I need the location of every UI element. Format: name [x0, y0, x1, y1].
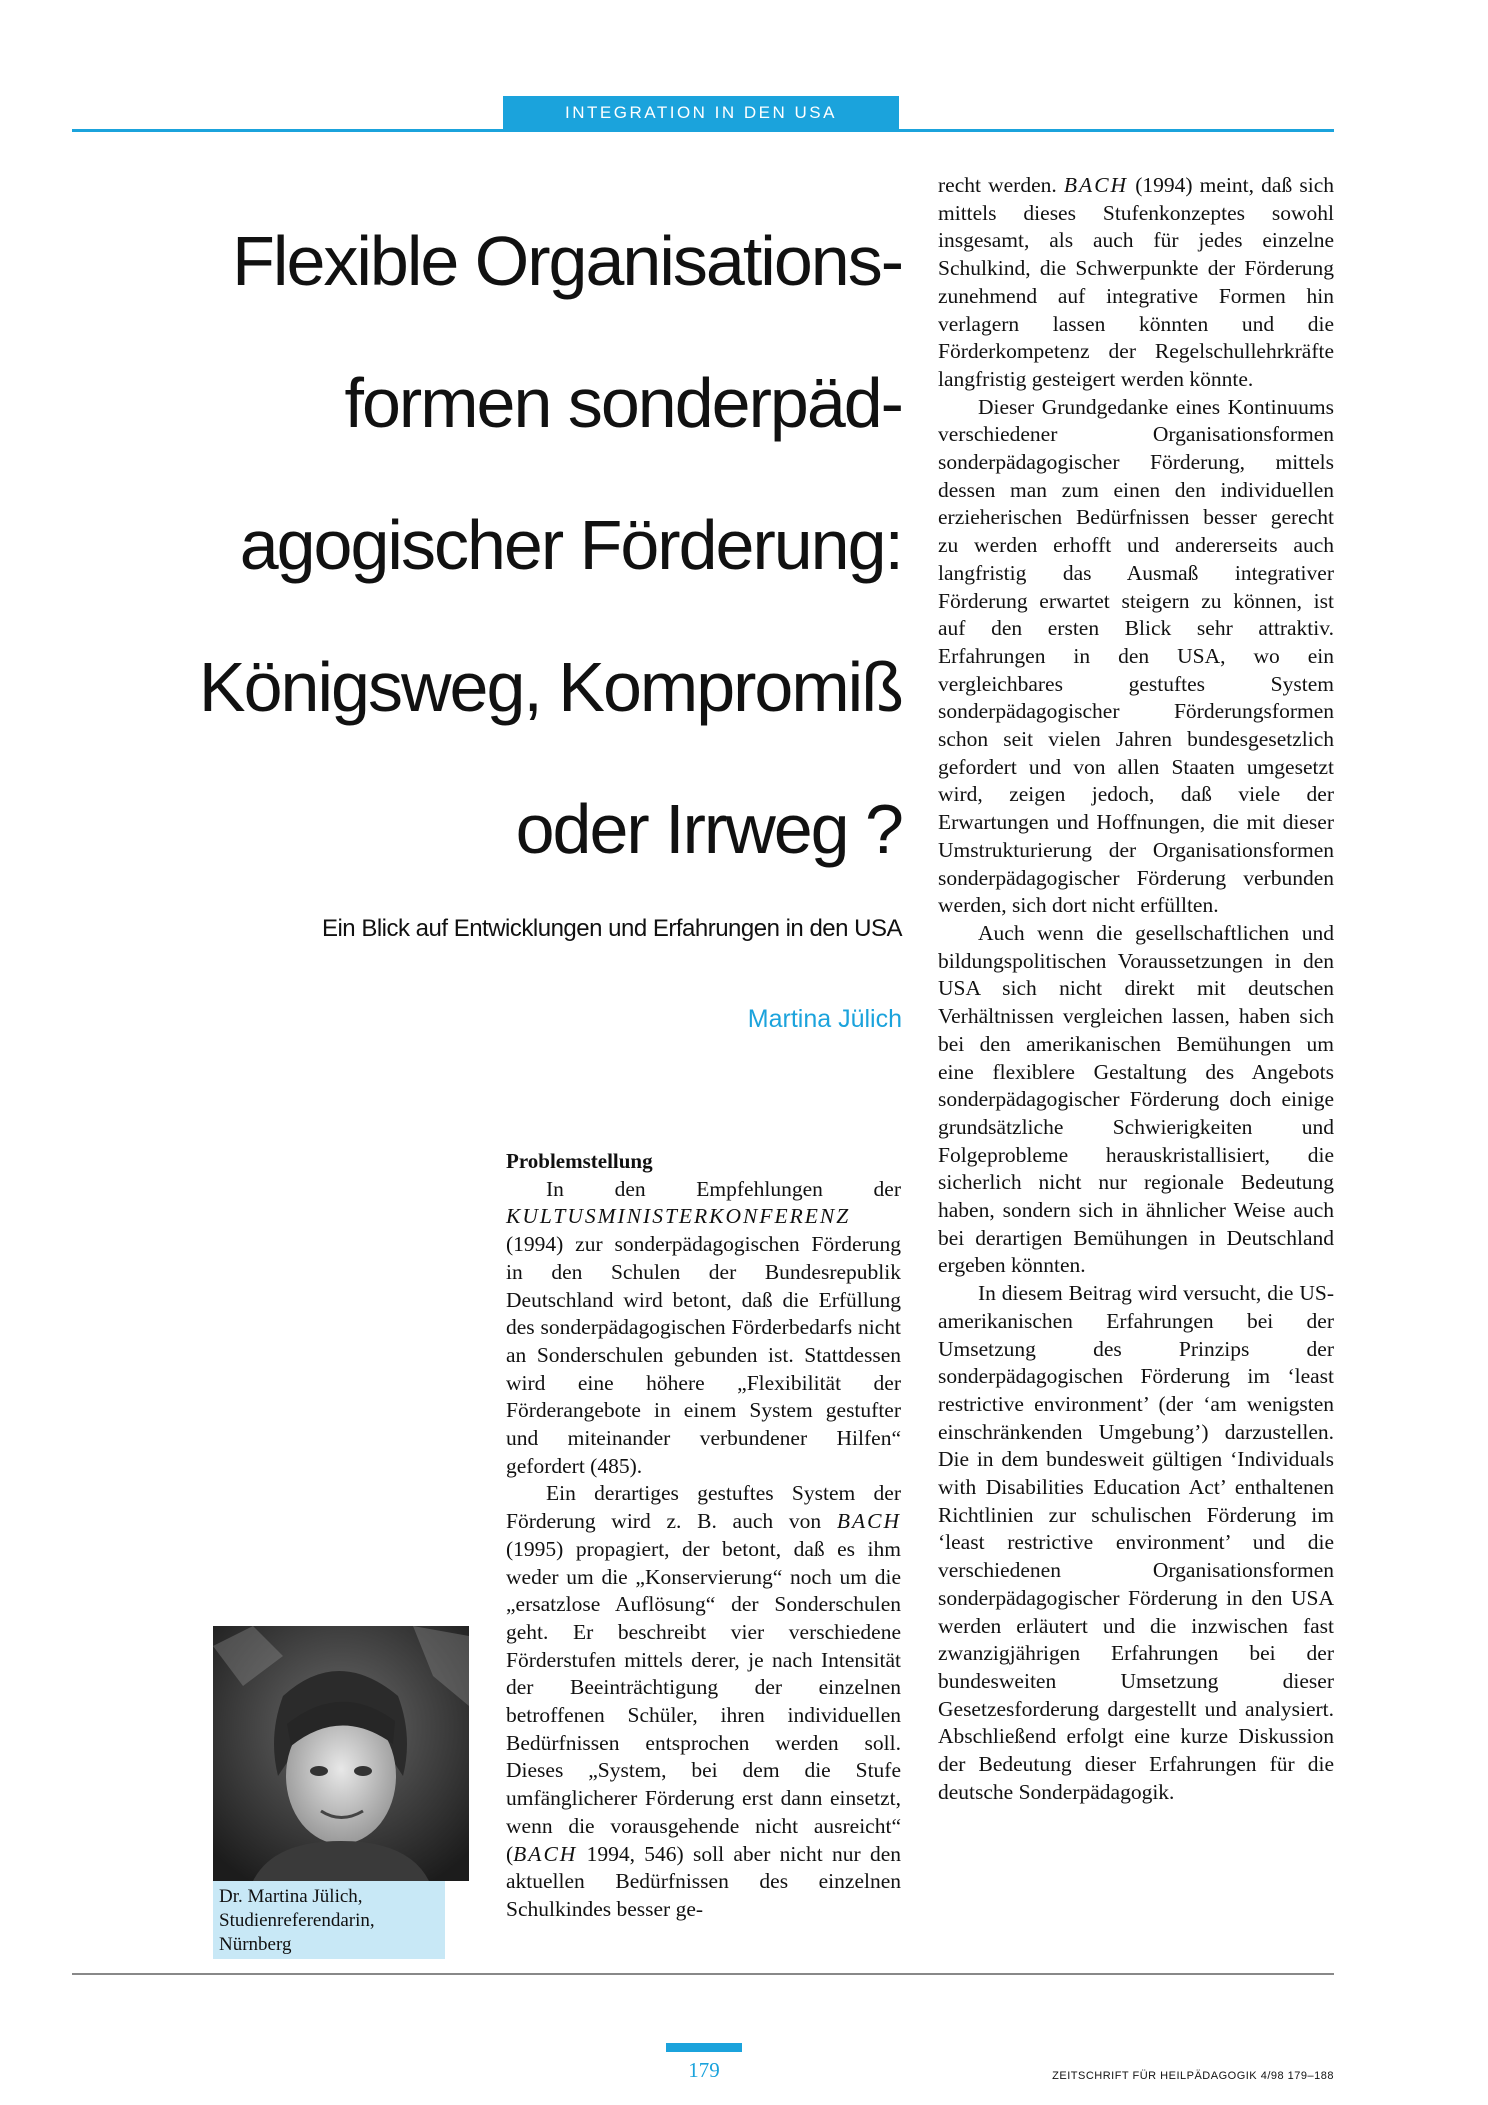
paragraph: In den Empfehlungen der KULTUSMINISTERKONFERENZ (1994) zur sonderpädagogischen Förderung in den Schulen der Bundesrepublik Deutschland wird betont, daß die Erfüllung des sonderpädagogischen Förderbedarfs nicht an Sonderschulen gebunden ist. Stattdessen wird eine höhere „Flexibilität der Förderangebote in einem System gestufter und miteinander verbundener Hilfen“ gefordert (485).	[506, 1176, 901, 1478]
text-column-right	[938, 172, 1334, 1806]
bottom-rule	[72, 1973, 1334, 1975]
author-name: Martina Jülich	[747, 1005, 902, 1033]
text-column-left	[506, 1148, 901, 1924]
paragraph: In diesem Beitrag wird versucht, die US-amerikanischen Erfahrungen bei der Umsetzung des Prinzips der sonderpädagogischen Förderung im ‘least restrictive environment’ (der ‘am wenigsten einschränkenden Umgebung’) darzustellen. Die in dem bundesweit gültigen ‘Individuals with Disabilities Education Act’ enthaltenen Richtlinien zur schulischen Förderung im ‘least restrictive environment’ und die verschiedenen Organisationsformen sonderpädagogischer Förderung in den USA werden erläutert und die inzwischen fast zwanzigjährigen Erfahrungen bei der bundesweiten Umsetzung dieser Gesetzesforderung dargestellt und analysiert. Abschließend erfolgt eine kurze Diskussion der Bedeutung dieser Erfahrungen für die deutsche Sonderpädagogik.	[938, 1281, 1334, 1804]
portrait-image	[213, 1626, 469, 1881]
title-line: Königsweg, Kompromiß	[198, 648, 902, 726]
author-citation: KULTUSMINISTERKONFERENZ	[506, 1204, 851, 1229]
title-line: formen sonderpäd-	[344, 364, 902, 442]
paragraph: Dieser Grundgedanke eines Kontinuums verschiedener Organisationsformen sonderpädagogischer Förderung, mittels dessen man zum einen den individuellen erzieherischen Bedürfnissen besser gerecht zu werden erhofft und andererseits auch langfristig das Ausmaß integrativer Förderung erwartet steigern zu können, ist auf den ersten Blick sehr attraktiv. Erfahrungen in den USA, wo ein vergleichbares gestuftes System sonderpädagogischer Förderungsformen schon seit vielen Jahren bundesgesetzlich gefordert und von allen Staaten umgesetzt wird, zeigen jedoch, daß viele der Erwartungen und Hoffnungen, die mit dieser Umstrukturierung der Organisationsformen sonderpädagogischer Förderung verbunden werden, sich dort nicht erfüllten.	[938, 394, 1334, 918]
caption-line: Nürnberg	[219, 1934, 292, 1955]
caption-line: Dr. Martina Jülich,	[219, 1886, 363, 1907]
article-subtitle: Ein Blick auf Entwicklungen und Erfahrungen in den USA	[321, 915, 902, 942]
journal-reference: ZEITSCHRIFT FÜR HEILPÄDAGOGIK 4/98 179–188	[1052, 2070, 1334, 2082]
article-title	[80, 190, 902, 900]
caption-line: Studienreferendarin,	[219, 1910, 375, 1931]
author-citation: BACH	[836, 1509, 901, 1534]
page-number-tab	[666, 2043, 742, 2052]
page-number: 179	[688, 2058, 720, 2082]
title-line: agogischer Förderung:	[239, 506, 902, 584]
section-heading: Problemstellung	[506, 1149, 653, 1173]
paragraph: Ein derartiges gestuftes System der Förderung wird z. B. auch von BACH (1995) propagiert, der betont, daß es ihm weder um die „Konservierung“ noch um die „ersatzlose Auflösung“ der Sonderschulen geht. Er beschreibt vier verschiedene Förderstufen mittels derer, je nach Intensität der Beeinträchtigung der einzelnen betroffenen Schüler, ihren individuellen Bedürfnissen entsprochen werden soll. Dieses „System, bei dem die Stufe umfänglicherer Förderung erst dann einsetzt, wenn die vorausgehende nicht ausreicht“ (BACH 1994, 546) soll aber nicht nur den aktuellen Bedürfnissen des einzelnen Schulkindes besser ge-	[506, 1481, 901, 1921]
title-line: oder Irrweg ?	[515, 790, 902, 868]
author-citation: BACH	[513, 1841, 578, 1866]
title-line: Flexible Organisations-	[232, 222, 902, 300]
paragraph: recht werden. BACH (1994) meint, daß sich mittels dieses Stufenkonzeptes sowohl insgesamt, als auch für jedes einzelne Schulkind, die Schwerpunkte der Förderung zunehmend auf integrative Formen hin verlagern lassen könnten und die Förderkompetenz der Regelschullehrkräfte langfristig gesteigert werden könnte.	[938, 173, 1334, 391]
author-citation: BACH	[1063, 173, 1129, 197]
section-label: INTEGRATION IN DEN USA	[503, 96, 899, 130]
photo-caption	[213, 1881, 445, 1959]
paragraph: Auch wenn die gesellschaftlichen und bildungspolitischen Voraussetzungen in den USA sich nicht direkt mit deutschen Verhältnissen vergleichen lassen, haben sich bei den amerikanischen Bemühungen um eine flexiblere Gestaltung des Angebots sonderpädagogischer Förderung doch einige grundsätzliche Schwierigkeiten und Folgeprobleme herauskristallisiert, die sicherlich nicht nur regionale Bedeutung haben, sondern sich in ähnlicher Weise auch bei derartigen Bemühungen in Deutschland ergeben könnten.	[938, 920, 1334, 1278]
author-photo	[213, 1626, 469, 1881]
top-rule	[72, 129, 1334, 132]
